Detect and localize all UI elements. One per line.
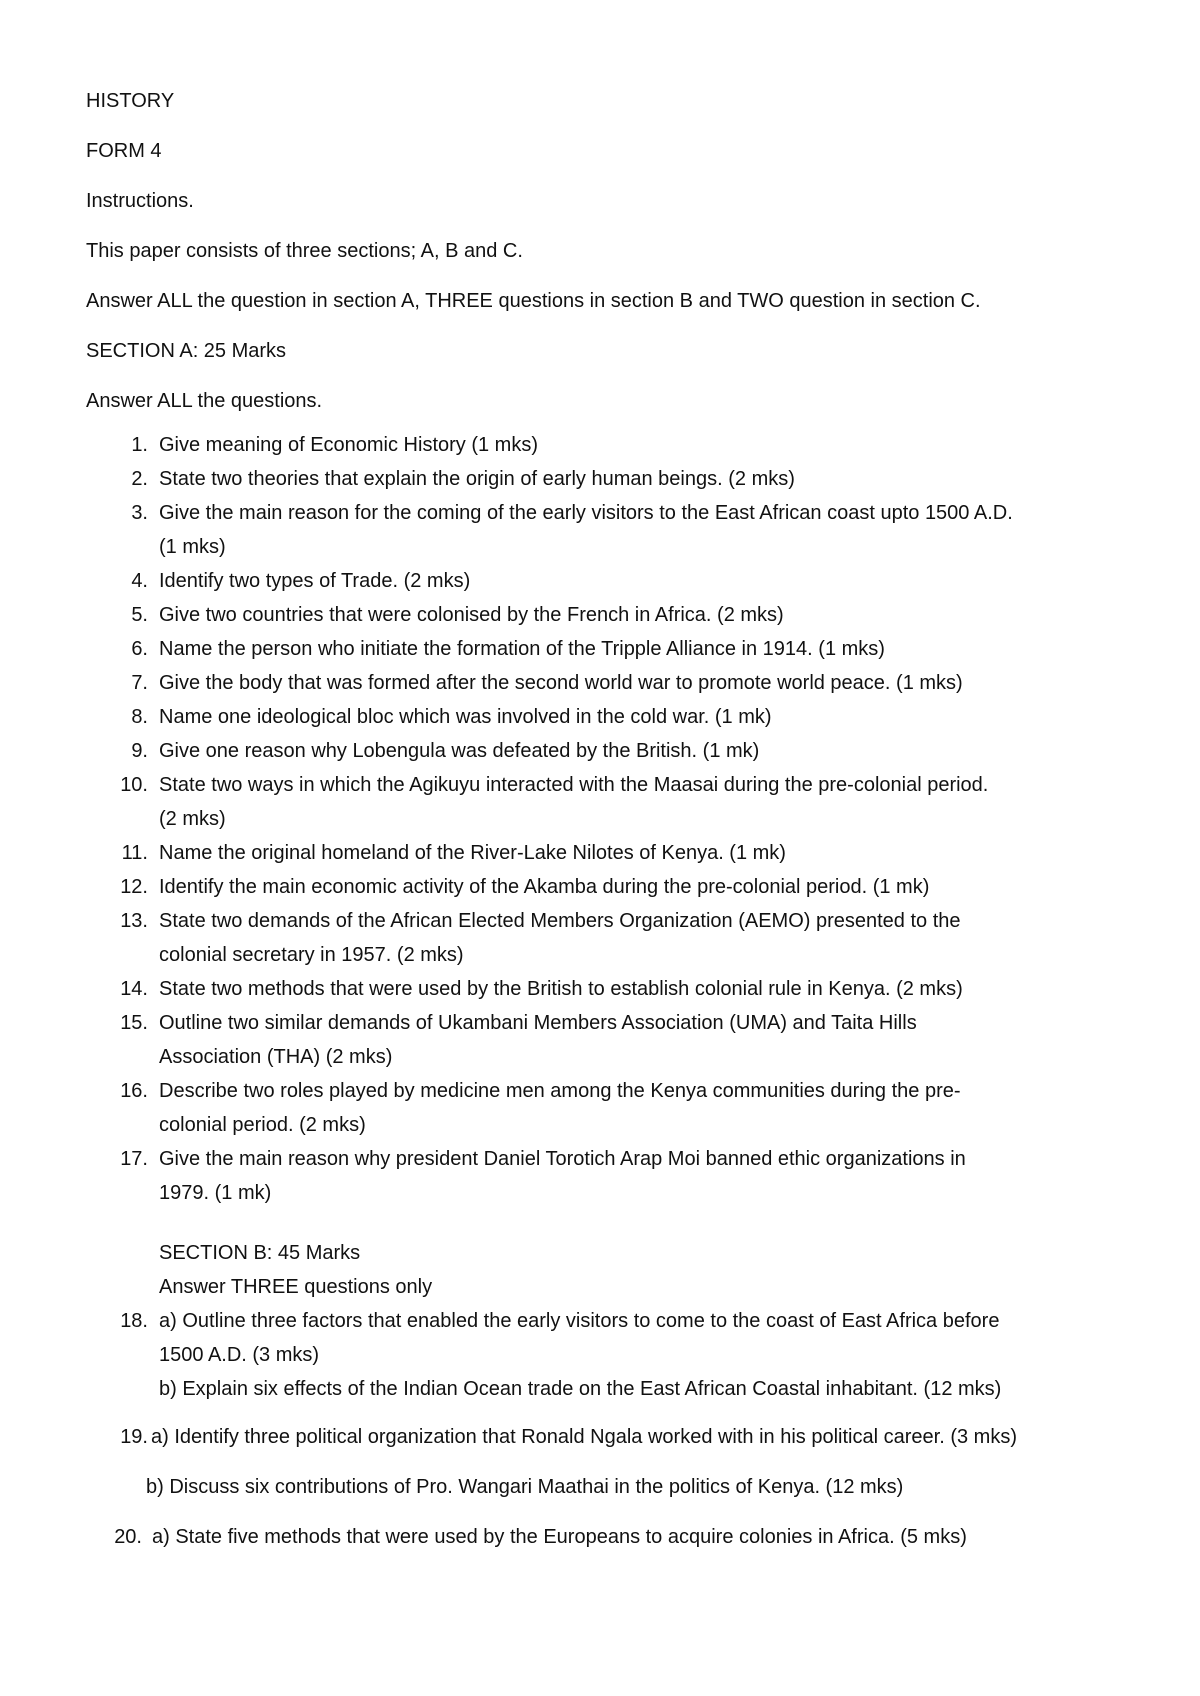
question-text-line: (1 mks) <box>159 536 226 558</box>
question-15 <box>86 1006 1120 1074</box>
question-text-line: Association (THA) (2 mks) <box>159 1046 393 1068</box>
question-20-a <box>86 1524 1120 1550</box>
question-19-a-text: a) Identify three political organization that Ronald Ngala worked with in his political career. (3 mks) <box>151 1426 1017 1448</box>
question-10 <box>86 768 1120 836</box>
section-b-title: SECTION B: 45 Marks <box>159 1242 361 1264</box>
question-text-line: Outline two similar demands of Ukambani Members Association (UMA) and Taita Hills <box>159 1012 917 1034</box>
question-16 <box>86 1074 1120 1142</box>
question-text-line: Give meaning of Economic History (1 mks) <box>159 434 539 456</box>
question-number: 12. <box>120 876 148 898</box>
form-heading: FORM 4 <box>86 140 162 162</box>
question-number: 16. <box>120 1080 148 1102</box>
question-number: 4. <box>131 570 148 592</box>
question-number: 3. <box>131 502 148 524</box>
question-text-line: Identify the main economic activity of the Akamba during the pre-colonial period. (1 mk) <box>159 876 930 898</box>
question-text-line: colonial period. (2 mks) <box>159 1114 366 1136</box>
question-number: 6. <box>131 638 148 660</box>
question-number: 14. <box>120 978 148 1000</box>
question-9 <box>86 734 1120 768</box>
question-text-line: Give the main reason why president Daniel Torotich Arap Moi banned ethic organizations in <box>159 1148 966 1170</box>
question-number: 20. <box>114 1526 142 1548</box>
question-text-line: Describe two roles played by medicine men among the Kenya communities during the pre- <box>159 1080 961 1102</box>
question-number: 19. <box>120 1426 148 1448</box>
question-number: 13. <box>120 910 148 932</box>
question-17 <box>86 1142 1120 1210</box>
question-13 <box>86 904 1120 972</box>
question-text-line: State two demands of the African Elected Members Organization (AEMO) presented to the <box>159 910 961 932</box>
question-text-line: State two ways in which the Agikuyu interacted with the Maasai during the pre-colonial period. <box>159 774 989 796</box>
section-a-question-list <box>86 428 1120 1210</box>
question-text-line: Give one reason why Lobengula was defeated by the British. (1 mk) <box>159 740 760 762</box>
question-number: 10. <box>120 774 148 796</box>
question-number: 9. <box>131 740 148 762</box>
question-11 <box>86 836 1120 870</box>
question-3 <box>86 496 1120 564</box>
question-text-line: State two theories that explain the origin of early human beings. (2 mks) <box>159 468 795 490</box>
question-8 <box>86 700 1120 734</box>
question-text-line: Identify two types of Trade. (2 mks) <box>159 570 471 592</box>
instruction-answer: Answer ALL the question in section A, THREE questions in section B and TWO question in section C. <box>86 290 981 312</box>
question-1 <box>86 428 1120 462</box>
question-7 <box>86 666 1120 700</box>
section-a-title: SECTION A: 25 Marks <box>86 340 287 362</box>
question-19-a <box>86 1424 1120 1450</box>
question-text-line: Give two countries that were colonised by the French in Africa. (2 mks) <box>159 604 784 626</box>
question-number: 1. <box>131 434 148 456</box>
question-text-line: Give the main reason for the coming of the early visitors to the East African coast upto 1500 A.D. <box>159 502 1013 524</box>
section-b-instruction: Answer THREE questions only <box>159 1276 433 1298</box>
section-b-header <box>86 1236 1120 1304</box>
subject-heading: HISTORY <box>86 90 175 112</box>
question-number: 18. <box>120 1310 148 1332</box>
question-text-line: Give the body that was formed after the second world war to promote world peace. (1 mks) <box>159 672 963 694</box>
question-6 <box>86 632 1120 666</box>
question-18-b: b) Explain six effects of the Indian Ocean trade on the East African Coastal inhabitant. (12 mks) <box>159 1378 1002 1400</box>
question-number: 7. <box>131 672 148 694</box>
question-number: 8. <box>131 706 148 728</box>
question-18-a-line2: 1500 A.D. (3 mks) <box>159 1344 320 1366</box>
question-number: 5. <box>131 604 148 626</box>
question-text-line: Name the original homeland of the River-Lake Nilotes of Kenya. (1 mk) <box>159 842 786 864</box>
question-4 <box>86 564 1120 598</box>
question-number: 11. <box>121 842 148 864</box>
question-18 <box>86 1304 1120 1406</box>
instructions-label: Instructions. <box>86 190 194 212</box>
question-text-line: State two methods that were used by the British to establish colonial rule in Kenya. (2 mks) <box>159 978 963 1000</box>
question-number: 2. <box>131 468 148 490</box>
question-text-line: (2 mks) <box>159 808 226 830</box>
section-b-question-list <box>86 1304 1120 1406</box>
question-number: 15. <box>120 1012 148 1034</box>
question-2 <box>86 462 1120 496</box>
question-number: 17. <box>120 1148 148 1170</box>
question-text-line: colonial secretary in 1957. (2 mks) <box>159 944 464 966</box>
question-19-b-text: b) Discuss six contributions of Pro. Wangari Maathai in the politics of Kenya. (12 mks) <box>146 1476 904 1498</box>
question-5 <box>86 598 1120 632</box>
question-text-line: 1979. (1 mk) <box>159 1182 272 1204</box>
question-20-a-text: a) State five methods that were used by the Europeans to acquire colonies in Africa. (5 mks) <box>152 1526 967 1548</box>
question-12 <box>86 870 1120 904</box>
instruction-sections: This paper consists of three sections; A, B and C. <box>86 240 523 262</box>
question-18-a-line1: a) Outline three factors that enabled the early visitors to come to the coast of East Africa before <box>159 1310 1000 1332</box>
question-text-line: Name the person who initiate the formation of the Tripple Alliance in 1914. (1 mks) <box>159 638 885 660</box>
question-14 <box>86 972 1120 1006</box>
section-a-instruction: Answer ALL the questions. <box>86 390 323 412</box>
question-19-b <box>86 1474 1120 1500</box>
question-text-line: Name one ideological bloc which was involved in the cold war. (1 mk) <box>159 706 772 728</box>
